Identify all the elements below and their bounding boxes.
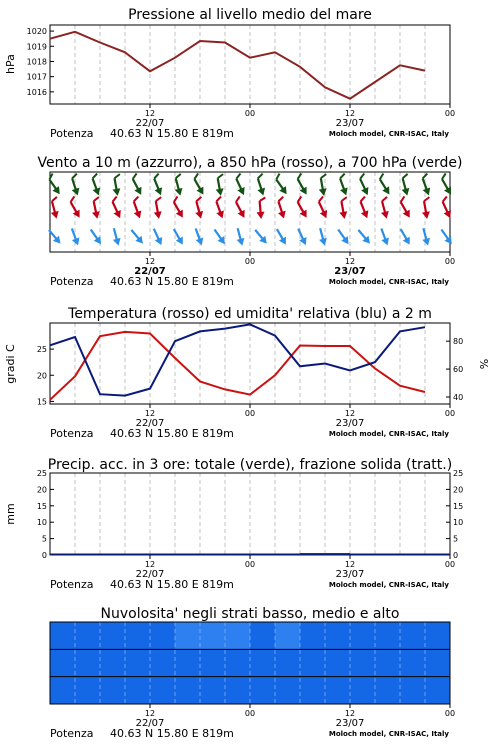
cloud-cell-basso (325, 677, 350, 704)
cloud-day-label: 22/07 (135, 718, 165, 729)
cloud-cell-alto (425, 622, 450, 649)
wind-700-arrow-head (423, 187, 433, 196)
temperature-day-label: 22/07 (135, 418, 165, 429)
wind-850-arrow (212, 197, 229, 220)
wind-xtick-label: 12 (344, 257, 356, 266)
temperature-ytick-label: 20 (36, 371, 47, 381)
wind-700-arrow-head (155, 187, 165, 196)
wind-850-arrow-head (134, 210, 144, 219)
wind-850-arrow-head (444, 210, 454, 220)
wind-850-arrow (438, 196, 456, 219)
wind-700-arrow-head (319, 188, 328, 196)
wind-day-label: 22/07 (134, 266, 166, 277)
precipitation-ytick-right-label: 0 (453, 551, 459, 560)
pressure-coords: 40.63 N 15.80 E 819m (110, 127, 234, 140)
wind-700-arrow (253, 174, 269, 197)
wind-850-arrow-head (257, 212, 266, 220)
wind-10m-arrow (211, 227, 228, 246)
wind-850-arrow-head (339, 211, 348, 219)
precipitation-ytick-right-label: 20 (453, 485, 464, 495)
wind-700-arrow-barb (257, 174, 264, 179)
wind-700-arrow (293, 173, 312, 196)
wind-10m-arrow-head (403, 237, 413, 247)
cloud-cell-alto (325, 622, 350, 649)
wind-700-arrow-barb (359, 173, 366, 178)
cloud-cell-alto (300, 622, 325, 649)
wind-700-arrow (44, 174, 64, 197)
wind-700-arrow-barb (296, 173, 303, 179)
cloud-cell-alto (100, 622, 125, 649)
humidity-ytick-right-label: 80 (453, 337, 464, 347)
wind-xtick-label: 12 (144, 257, 156, 266)
wind-850-arrow-barb (359, 197, 366, 202)
cloud-day-label: 23/07 (335, 718, 365, 729)
wind-day-label: 23/07 (334, 266, 366, 277)
wind-10m-arrow-head (155, 237, 165, 247)
wind-700-arrow-head (237, 187, 247, 197)
wind-850-arrow (129, 197, 146, 220)
pressure-ytick-label: 1018 (26, 57, 47, 67)
pressure-xtick-label: 00 (244, 109, 256, 118)
wind-700-arrow-head (402, 188, 412, 197)
wind-10m-arrow (355, 227, 373, 246)
wind-700-arrow (128, 173, 147, 196)
wind-850-arrow (293, 196, 312, 219)
wind-850-arrow-head (320, 210, 330, 220)
precipitation-frame (50, 473, 450, 555)
wind-850-arrow (89, 197, 103, 220)
wind-850-arrow-head (422, 211, 431, 219)
humidity-ytick-right-label: 40 (453, 393, 464, 403)
temperature-credit: Moloch model, CNR-ISAC, Italy (328, 430, 449, 438)
cloud-cell-alto (200, 622, 225, 649)
wind-10m-arrow-head (381, 237, 391, 246)
wind-700-arrow (88, 174, 105, 197)
precipitation-ytick-right-label: 15 (453, 501, 464, 511)
wind-850-arrow (274, 197, 290, 220)
wind-850-arrow-head (114, 210, 124, 220)
wind-850-arrow (396, 196, 415, 219)
temperature-title: Temperatura (rosso) ed umidita' relativa (blu) a 2 m (68, 306, 432, 322)
wind-place: Potenza (50, 275, 94, 288)
wind-700-arrow-barb (441, 173, 448, 179)
wind-850-arrow-head (278, 211, 288, 220)
cloud-cell-alto (175, 622, 200, 649)
precipitation-ytick-right-label: 25 (453, 469, 464, 478)
cloud-cell-medio (425, 649, 450, 676)
pressure-line (50, 32, 425, 99)
wind-10m-arrow (192, 227, 206, 247)
wind-700-arrow-barb (71, 174, 78, 179)
cloud-xtick-label: 00 (244, 709, 256, 718)
wind-10m-arrow (87, 227, 104, 246)
temperature-xtick-label: 00 (444, 409, 456, 418)
precipitation-ytick-label: 0 (41, 551, 47, 560)
temperature-coords: 40.63 N 15.80 E 819m (110, 427, 234, 440)
wind-850-arrow-barb (318, 196, 325, 201)
wind-700-arrow-head (300, 187, 310, 197)
wind-850-arrow-head (51, 211, 61, 220)
wind-10m-arrow-head (299, 237, 309, 247)
wind-850-arrow (420, 197, 433, 219)
cloud-credit: Moloch model, CNR-ISAC, Italy (328, 730, 449, 738)
cloud-place: Potenza (50, 727, 94, 740)
wind-10m-arrow (273, 227, 289, 247)
wind-700-arrow (149, 174, 166, 197)
cloud-cell-medio (100, 649, 125, 676)
cloud-cell-basso (200, 677, 225, 704)
wind-10m-arrow (438, 227, 455, 246)
wind-850-arrow (231, 196, 250, 219)
wind-850-arrow-head (73, 210, 83, 220)
cloud-cell-medio (375, 649, 400, 676)
wind-850-arrow-barb (133, 197, 140, 202)
pressure-ytick-label: 1016 (26, 87, 47, 97)
wind-850-arrow (151, 197, 164, 219)
cloud-cell-basso (225, 677, 250, 704)
precipitation-title: Precip. acc. in 3 ore: totale (verde), frazione solida (tratt.) (47, 457, 453, 473)
cloud-cell-alto (275, 622, 300, 649)
humidity-ylabel: % (478, 358, 491, 370)
temperature-place: Potenza (50, 427, 94, 440)
cloud-chart (50, 606, 455, 740)
wind-coords: 40.63 N 15.80 E 819m (110, 275, 234, 288)
wind-700-arrow-barb (339, 174, 346, 179)
wind-10m-arrow-head (176, 237, 186, 247)
wind-10m-arrow (128, 227, 146, 246)
wind-700-arrow-barb (217, 174, 223, 178)
precipitation-ytick-label: 5 (41, 534, 47, 544)
cloud-cell-basso (100, 677, 125, 704)
wind-700-arrow (355, 173, 373, 196)
wind-10m-arrow (419, 227, 431, 246)
wind-xtick-label: 00 (244, 257, 256, 266)
cloud-xtick-label: 12 (344, 709, 356, 718)
wind-700-arrow-barb (48, 174, 55, 180)
cloud-cell-basso (275, 677, 300, 704)
cloud-cell-medio (275, 649, 300, 676)
wind-850-arrow (337, 197, 350, 219)
precipitation-ytick-label: 10 (36, 518, 47, 528)
precipitation-ytick-label: 15 (36, 501, 47, 511)
wind-credit: Moloch model, CNR-ISAC, Italy (328, 278, 449, 286)
wind-700-arrow (335, 174, 352, 197)
precipitation-ytick-label: 25 (36, 469, 47, 478)
wind-850-arrow-head (154, 211, 163, 219)
precipitation-chart (4, 457, 463, 591)
cloud-cell-medio (50, 649, 75, 676)
wind-700-arrow-head (382, 186, 392, 196)
wind-700-arrow (189, 173, 208, 196)
wind-700-arrow-barb (114, 174, 120, 178)
temperature-day-label: 23/07 (335, 418, 365, 429)
wind-850-arrow-barb (196, 197, 203, 201)
temperature-ytick-label: 15 (36, 397, 47, 407)
pressure-xtick-label: 00 (444, 109, 456, 118)
precipitation-xtick-label: 12 (144, 560, 156, 569)
cloud-cell-medio (350, 649, 375, 676)
cloud-cell-basso (50, 677, 75, 704)
pressure-title: Pressione al livello medio del mare (128, 7, 372, 23)
wind-700-arrow-barb (320, 174, 326, 178)
wind-850-arrow (108, 196, 126, 219)
wind-700-arrow (171, 174, 186, 197)
pressure-xtick-label: 12 (344, 109, 356, 118)
wind-700-arrow (316, 174, 329, 196)
wind-700-arrow-head (196, 187, 206, 197)
wind-10m-arrow-head (237, 238, 247, 247)
wind-10m-arrow (46, 227, 64, 246)
wind-850-arrow-head (195, 211, 205, 220)
wind-10m-arrow-head (422, 238, 432, 247)
wind-10m-arrow (150, 227, 165, 247)
pressure-chart (4, 7, 455, 140)
precipitation-ytick-right-label: 10 (453, 518, 464, 528)
wind-10m-arrow (316, 227, 328, 246)
cloud-cell-medio (325, 649, 350, 676)
cloud-title: Nuvolosita' negli strati basso, medio e alto (100, 606, 400, 622)
cloud-cell-basso (300, 677, 325, 704)
cloud-cell-medio (400, 649, 425, 676)
cloud-cell-medio (150, 649, 175, 676)
wind-850-arrow-barb (381, 197, 388, 201)
wind-850-arrow (192, 197, 207, 220)
cloud-cell-medio (225, 649, 250, 676)
cloud-cell-alto (400, 622, 425, 649)
wind-850-arrow-barb (259, 198, 265, 202)
cloud-cell-basso (375, 677, 400, 704)
wind-700-arrow (231, 173, 249, 196)
wind-10m-arrow (378, 227, 392, 247)
wind-700-arrow-barb (193, 173, 200, 179)
precipitation-ytick-label: 20 (36, 485, 47, 495)
cloud-cell-medio (75, 649, 100, 676)
pressure-xtick-label: 12 (144, 109, 156, 118)
wind-850-arrow (255, 198, 267, 220)
cloud-cell-alto (125, 622, 150, 649)
humidity-ytick-right-label: 60 (453, 365, 464, 375)
cloud-cell-basso (350, 677, 375, 704)
wind-850-arrow (169, 196, 188, 219)
wind-700-arrow-barb (175, 174, 182, 178)
wind-700-arrow-barb (402, 174, 409, 178)
wind-frame (50, 172, 450, 252)
wind-700-arrow-head (112, 188, 121, 196)
pressure-ytick-label: 1019 (26, 42, 47, 52)
wind-700-arrow (67, 174, 83, 197)
wind-700-arrow (110, 174, 123, 196)
wind-700-arrow-head (175, 188, 185, 197)
wind-700-arrow-head (257, 188, 267, 197)
cloud-cell-medio (175, 649, 200, 676)
cloud-cell-medio (125, 649, 150, 676)
cloud-cell-medio (250, 649, 275, 676)
cloud-cell-medio (300, 649, 325, 676)
wind-850-arrow-barb (155, 197, 161, 201)
wind-850-arrow-barb (93, 197, 99, 201)
wind-850-arrow (356, 197, 373, 220)
wind-10m-arrow (335, 227, 352, 246)
wind-850-arrow-barb (235, 196, 242, 201)
cloud-cell-alto (350, 622, 375, 649)
wind-10m-arrow (295, 227, 310, 247)
wind-700-arrow (418, 174, 435, 197)
precipitation-xtick-label: 00 (244, 560, 256, 569)
temperature-xtick-label: 12 (144, 409, 156, 418)
temperature-chart (4, 306, 491, 440)
wind-10m-arrow (170, 227, 186, 247)
cloud-cell-alto (75, 622, 100, 649)
wind-700-arrow-head (216, 188, 225, 196)
cloud-coords: 40.63 N 15.80 E 819m (110, 727, 234, 740)
wind-10m-arrow (252, 227, 270, 246)
wind-10m-arrow-head (72, 237, 82, 246)
pressure-credit: Moloch model, CNR-ISAC, Italy (328, 130, 449, 138)
wind-850-arrow-head (381, 211, 391, 220)
precipitation-credit: Moloch model, CNR-ISAC, Italy (328, 581, 449, 589)
precipitation-xtick-label: 12 (344, 560, 356, 569)
cloud-cell-basso (425, 677, 450, 704)
wind-850-arrow-barb (51, 197, 58, 201)
wind-850-arrow-head (176, 210, 186, 220)
pressure-place: Potenza (50, 127, 94, 140)
wind-10m-arrow-head (319, 238, 329, 247)
wind-850-arrow-barb (399, 196, 406, 202)
wind-850-arrow-barb (441, 196, 448, 201)
wind-850-arrow-barb (341, 197, 347, 201)
wind-10m-arrow-head (113, 238, 123, 247)
cloud-cell-basso (75, 677, 100, 704)
precipitation-ylabel: mm (4, 503, 17, 525)
wind-10m-arrow (110, 227, 122, 246)
temperature-ytick-label: 25 (36, 345, 47, 355)
precipitation-place: Potenza (50, 578, 94, 591)
wind-850-arrow-barb (111, 196, 118, 201)
wind-700-arrow-head (134, 187, 144, 197)
cloud-cell-alto (375, 622, 400, 649)
wind-10m-arrow (234, 227, 246, 246)
wind-700-arrow-barb (378, 173, 385, 179)
wind-700-arrow (437, 173, 456, 196)
wind-850-arrow-head (361, 210, 371, 219)
cloud-cell-basso (400, 677, 425, 704)
pressure-ytick-label: 1017 (26, 72, 47, 82)
wind-700-arrow-head (361, 187, 371, 197)
cloud-cell-basso (175, 677, 200, 704)
wind-700-arrow-head (93, 187, 103, 196)
pressure-frame (50, 25, 450, 104)
wind-850-arrow (377, 197, 392, 220)
wind-700-arrow-barb (92, 174, 99, 179)
wind-700-arrow-barb (275, 174, 282, 180)
wind-10m-arrow-head (196, 237, 206, 246)
wind-700-arrow-barb (153, 174, 160, 179)
wind-850-arrow (314, 196, 332, 219)
wind-700-arrow-barb (235, 173, 242, 178)
wind-700-arrow-barb (131, 173, 138, 178)
pressure-day-label: 22/07 (135, 118, 165, 129)
temperature-xtick-label: 00 (244, 409, 256, 418)
precipitation-xtick-label: 00 (444, 560, 456, 569)
pressure-ytick-label: 1020 (26, 27, 47, 37)
temperature-line (50, 332, 425, 400)
cloud-cell-alto (225, 622, 250, 649)
wind-850-arrow-barb (278, 197, 285, 202)
cloud-cell-basso (125, 677, 150, 704)
precipitation-day-label: 22/07 (135, 569, 165, 580)
cloud-cell-basso (150, 677, 175, 704)
pressure-day-label: 23/07 (335, 118, 365, 129)
cloud-cell-alto (150, 622, 175, 649)
cloud-xtick-label: 00 (444, 709, 456, 718)
cloud-cell-alto (50, 622, 75, 649)
wind-850-arrow-barb (423, 197, 429, 201)
wind-850-arrow-head (238, 210, 248, 220)
cloud-cell-basso (250, 677, 275, 704)
pressure-ylabel: hPa (4, 54, 17, 74)
wind-title: Vento a 10 m (azzurro), a 850 hPa (rosso), a 700 hPa (verde) (37, 155, 463, 171)
temperature-ylabel: gradi C (4, 344, 17, 384)
wind-10m-arrow-head (279, 237, 289, 247)
wind-xtick-label: 00 (444, 257, 456, 266)
wind-chart (37, 155, 462, 288)
wind-850-arrow-barb (172, 196, 179, 202)
wind-700-arrow (271, 174, 291, 197)
precipitation-day-label: 23/07 (335, 569, 365, 580)
wind-850-arrow-barb (296, 196, 303, 202)
wind-700-arrow-head (444, 187, 454, 197)
wind-700-arrow-head (340, 187, 350, 196)
wind-850-arrow-head (403, 210, 413, 220)
temperature-xtick-label: 12 (344, 409, 356, 418)
precipitation-coords: 40.63 N 15.80 E 819m (110, 578, 234, 591)
cloud-cell-alto (250, 622, 275, 649)
wind-700-arrow (375, 173, 395, 196)
wind-700-arrow-head (72, 188, 82, 197)
wind-850-arrow-barb (215, 197, 222, 202)
wind-850-arrow-head (300, 210, 310, 220)
cloud-xtick-label: 12 (144, 709, 156, 718)
precipitation-ytick-right-label: 5 (453, 534, 459, 544)
cloud-cell-medio (200, 649, 225, 676)
